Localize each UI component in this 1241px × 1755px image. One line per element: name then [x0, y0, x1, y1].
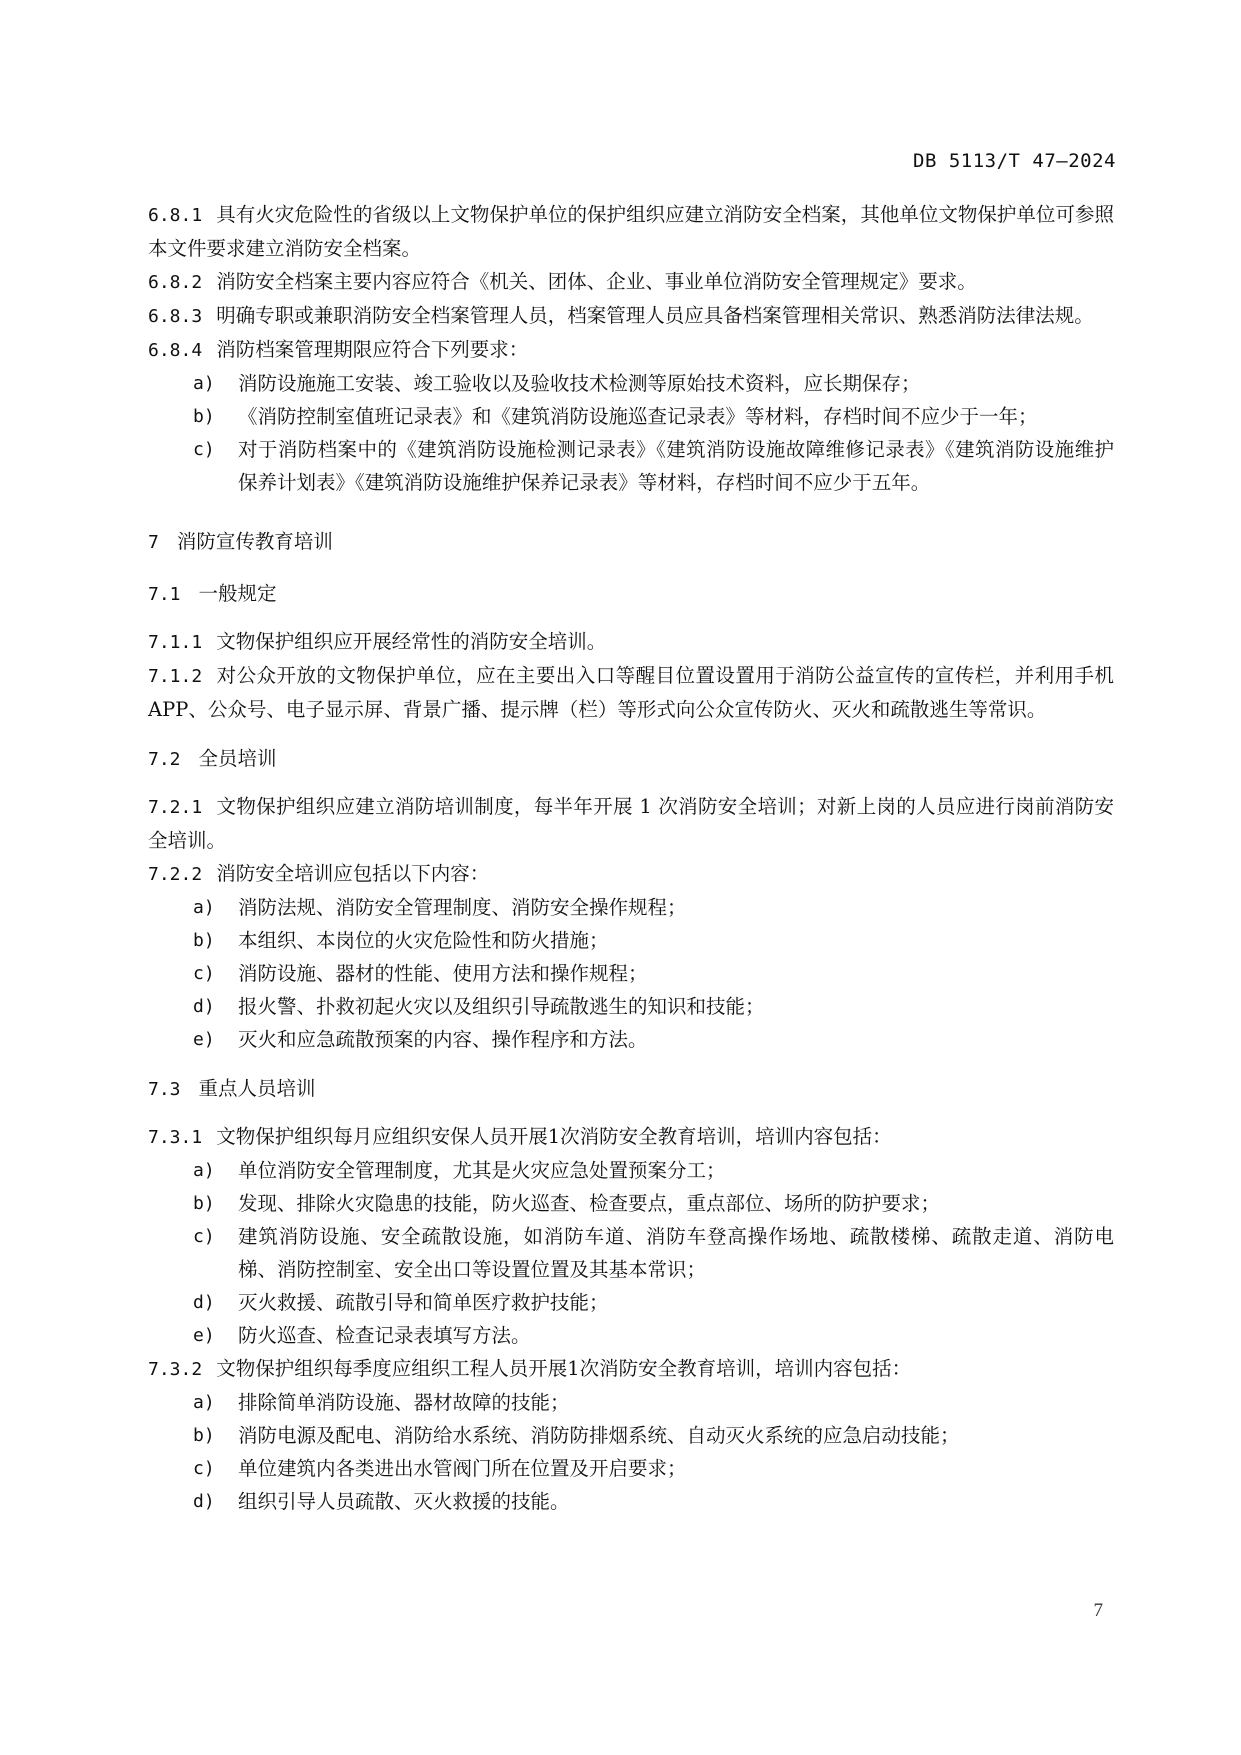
- page-number: 7: [1093, 1600, 1103, 1621]
- subsection-title: 一般规定: [198, 582, 277, 605]
- list-item-text: 对于消防档案中的《建筑消防设施检测记录表》《建筑消防设施故障维修记录表》《建筑消防设施维护保养计划表》《建筑消防设施维护保养记录表》等材料，存档时间不应少于五年。: [238, 438, 1114, 494]
- list-marker: c): [193, 439, 215, 460]
- list-item-text: 本组织、本岗位的火灾危险性和防火措施；: [238, 929, 609, 952]
- subsection-heading-7-3: [148, 1072, 1114, 1106]
- list-marker: a): [193, 897, 215, 918]
- clause-text: 文物保护组织每月应组织安保人员开展1次消防安全教育培训，培训内容包括：: [216, 1125, 892, 1148]
- list-item: [148, 990, 1114, 1023]
- page-content: [148, 198, 1114, 1518]
- list-item: [148, 1485, 1114, 1518]
- list-item: [148, 1154, 1114, 1187]
- list-item: [148, 1419, 1114, 1452]
- section-heading-7: [148, 525, 1114, 559]
- list-marker: b): [193, 1425, 215, 1446]
- list-marker: e): [193, 1029, 215, 1050]
- list-item-text: 消防设施施工安装、竣工验收以及验收技术检测等原始技术资料，应长期保存；: [238, 372, 921, 395]
- list-6-8-4: [148, 367, 1114, 499]
- list-item-text: 消防设施、器材的性能、使用方法和操作规程；: [238, 962, 648, 985]
- clause-7-3-1: [148, 1120, 1114, 1154]
- list-marker: a): [193, 1392, 215, 1413]
- clause-number: 7.1.2: [148, 666, 203, 687]
- clause-number: 6.8.3: [148, 306, 203, 327]
- list-item-text: 单位建筑内各类进出水管阀门所在位置及开启要求；: [238, 1457, 687, 1480]
- list-item-text: 灭火和应急疏散预案的内容、操作程序和方法。: [238, 1028, 648, 1051]
- clause-text: 具有火灾危险性的省级以上文物保护单位的保护组织应建立消防安全档案，其他单位文物保护单位可参照本文件要求建立消防安全档案。: [148, 203, 1114, 260]
- clause-text: 文物保护组织每季度应组织工程人员开展1次消防安全教育培训，培训内容包括：: [216, 1357, 912, 1380]
- list-7-3-2: [148, 1386, 1114, 1518]
- clause-text: 消防档案管理期限应符合下列要求：: [216, 338, 529, 361]
- list-item: [148, 433, 1114, 499]
- list-marker: e): [193, 1325, 215, 1346]
- list-item-text: 消防法规、消防安全管理制度、消防安全操作规程；: [238, 896, 687, 919]
- list-marker: c): [193, 1226, 215, 1247]
- list-marker: b): [193, 1193, 215, 1214]
- list-item-text: 消防电源及配电、消防给水系统、消防防排烟系统、自动灭火系统的应急启动技能；: [238, 1424, 960, 1447]
- list-item-text: 防火巡查、检查记录表填写方法。: [238, 1324, 531, 1347]
- list-item-text: 建筑消防设施、安全疏散设施，如消防车道、消防车登高操作场地、疏散楼梯、疏散走道、消防电梯、消防控制室、安全出口等设置位置及其基本常识；: [238, 1225, 1114, 1281]
- list-item-text: 组织引导人员疏散、灭火救援的技能。: [238, 1490, 570, 1513]
- list-item-text: 发现、排除火灾隐患的技能，防火巡查、检查要点，重点部位、场所的防护要求；: [238, 1192, 941, 1215]
- list-item: [148, 400, 1114, 433]
- clause-number: 6.8.4: [148, 340, 203, 361]
- clause-7-1-2: [148, 659, 1114, 726]
- list-item-text: 《消防控制室值班记录表》和《建筑消防设施巡查记录表》等材料，存档时间不应少于一年；: [238, 405, 1038, 428]
- list-item: [148, 1023, 1114, 1056]
- list-marker: a): [193, 1160, 215, 1181]
- list-marker: b): [193, 406, 215, 427]
- clause-6-8-4: [148, 333, 1114, 367]
- list-item: [148, 957, 1114, 990]
- list-marker: c): [193, 1458, 215, 1479]
- document-code: DB 5113/T 47—2024: [913, 150, 1116, 172]
- subsection-heading-7-2: [148, 742, 1114, 776]
- clause-number: 6.8.2: [148, 272, 203, 293]
- clause-number: 7.2.2: [148, 864, 203, 885]
- list-item: [148, 1187, 1114, 1220]
- list-marker: d): [193, 1491, 215, 1512]
- clause-number: 7.3.1: [148, 1127, 203, 1148]
- list-item: [148, 1286, 1114, 1319]
- list-marker: b): [193, 930, 215, 951]
- list-item-text: 排除简单消防设施、器材故障的技能；: [238, 1391, 570, 1414]
- clause-number: 6.8.1: [148, 205, 203, 226]
- list-item-text: 单位消防安全管理制度，尤其是火灾应急处置预案分工；: [238, 1159, 726, 1182]
- subsection-heading-7-1: [148, 577, 1114, 611]
- list-item: [148, 1220, 1114, 1286]
- subsection-number: 7.3: [148, 1079, 181, 1100]
- list-item: [148, 1386, 1114, 1419]
- section-number: 7: [148, 532, 159, 553]
- clause-number: 7.2.1: [148, 797, 203, 818]
- list-7-2-2: [148, 891, 1114, 1056]
- list-7-3-1: [148, 1154, 1114, 1352]
- clause-7-3-2: [148, 1352, 1114, 1386]
- clause-6-8-2: [148, 265, 1114, 299]
- list-item: [148, 367, 1114, 400]
- clause-text: 文物保护组织应建立消防培训制度，每半年开展 1 次消防安全培训；对新上岗的人员应进行岗前消防安全培训。: [148, 795, 1114, 852]
- clause-7-1-1: [148, 625, 1114, 659]
- list-item: [148, 1319, 1114, 1352]
- list-marker: d): [193, 996, 215, 1017]
- section-title: 消防宣传教育培训: [176, 530, 333, 553]
- list-marker: c): [193, 963, 215, 984]
- clause-text: 明确专职或兼职消防安全档案管理人员，档案管理人员应具备档案管理相关常识、熟悉消防法律法规。: [216, 304, 1094, 327]
- subsection-title: 全员培训: [198, 747, 277, 770]
- list-item: [148, 891, 1114, 924]
- list-marker: d): [193, 1292, 215, 1313]
- list-item: [148, 1452, 1114, 1485]
- list-item-text: 灭火救援、疏散引导和简单医疗救护技能；: [238, 1291, 609, 1314]
- subsection-number: 7.2: [148, 749, 181, 770]
- list-item-text: 报火警、扑救初起火灾以及组织引导疏散逃生的知识和技能；: [238, 995, 765, 1018]
- clause-number: 7.3.2: [148, 1359, 203, 1380]
- list-item: [148, 924, 1114, 957]
- clause-6-8-1: [148, 198, 1114, 265]
- clause-text: 消防安全档案主要内容应符合《机关、团体、企业、事业单位消防安全管理规定》要求。: [216, 270, 977, 293]
- clause-text: 文物保护组织应开展经常性的消防安全培训。: [216, 630, 607, 653]
- clause-text: 消防安全培训应包括以下内容：: [216, 862, 490, 885]
- clause-7-2-1: [148, 790, 1114, 857]
- clause-7-2-2: [148, 857, 1114, 891]
- clause-text: 对公众开放的文物保护单位，应在主要出入口等醒目位置设置用于消防公益宣传的宣传栏，并利用手机APP、公众号、电子显示屏、背景广播、提示牌（栏）等形式向公众宣传防火、灭火和疏散逃生等常识。: [148, 664, 1114, 721]
- clause-6-8-3: [148, 299, 1114, 333]
- subsection-title: 重点人员培训: [198, 1077, 316, 1100]
- clause-number: 7.1.1: [148, 632, 203, 653]
- subsection-number: 7.1: [148, 584, 181, 605]
- list-marker: a): [193, 373, 215, 394]
